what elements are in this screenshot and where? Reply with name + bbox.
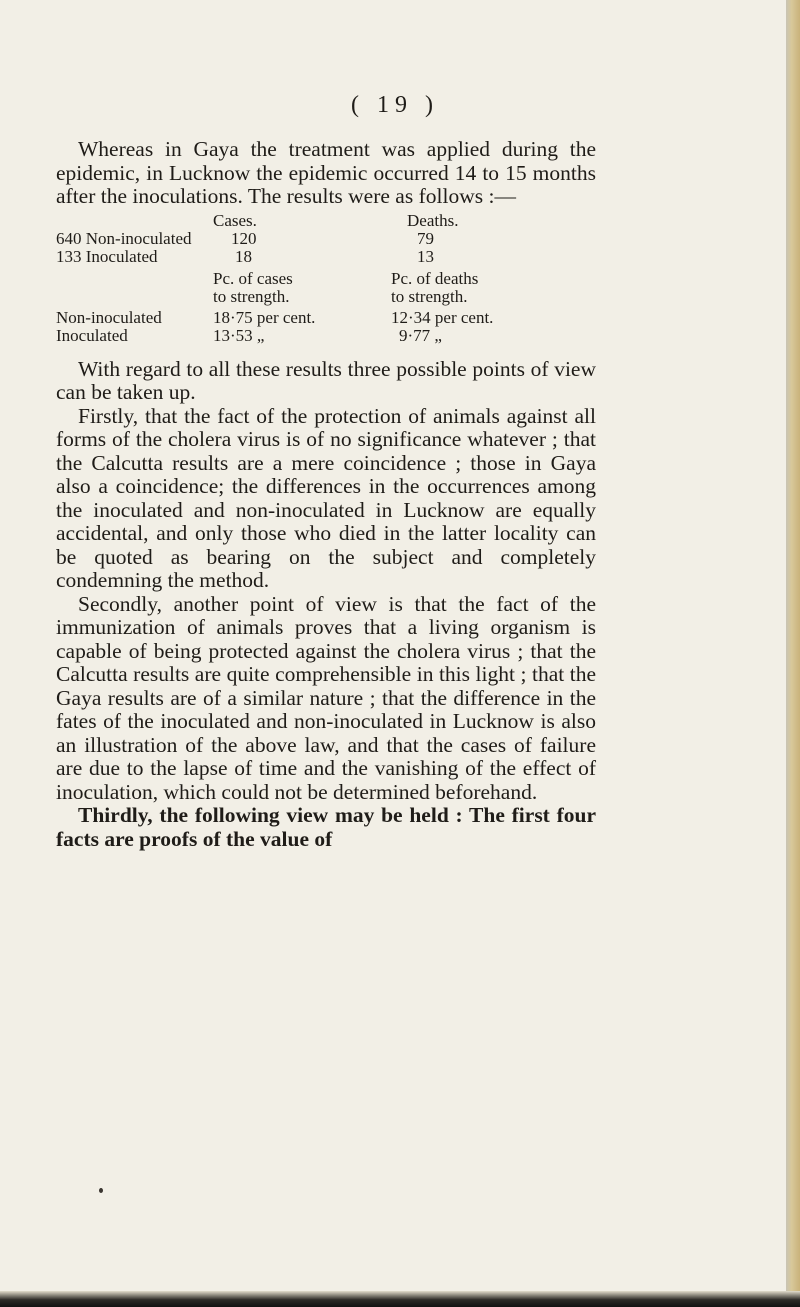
row-deaths: 13: [417, 246, 434, 266]
body-paragraph-4: Thirdly, the following view may be held : The first four facts are proofs of the value of: [56, 803, 596, 851]
page-number: ( 19 ): [351, 92, 439, 118]
header-cases: Cases.: [213, 210, 257, 230]
pc-row-deaths: 12·34 per cent.: [391, 307, 494, 327]
body-paragraph-3: Secondly, another point of view is that the fact of the immunization of animals proves that a living organism is capable of being protected against the cholera virus ; that the Calcutta results are quite comprehensible in this light ; that the Gaya results are of a similar nature ; that the difference in the fates of the inoculated and non-inoculated in Lucknow is also an illustration of the above law, and that the cases of failure are due to the lapse of time and the vanishing of the effect of inoculation, which could not be determined beforehand.: [56, 591, 596, 804]
subheader-cases-line2: to strength.: [213, 286, 290, 306]
subheader-cases-line1: Pc. of cases: [213, 268, 293, 288]
row-cases: 18: [235, 246, 252, 266]
header-deaths: Deaths.: [407, 210, 459, 230]
row-label: 133 Inoculated: [56, 246, 158, 266]
results-table: [56, 210, 596, 358]
pc-row-cases: 18·75 per cent.: [213, 307, 316, 327]
body-paragraph-1: With regard to all these results three possible points of view can be taken up.: [56, 356, 596, 404]
page-edge-right: [786, 0, 800, 1307]
subheader-deaths-line1: Pc. of deaths: [391, 268, 479, 288]
row-cases: 120: [231, 228, 257, 248]
row-label: 640 Non-inoculated: [56, 228, 192, 248]
row-deaths: 79: [417, 228, 434, 248]
page-body: [56, 138, 596, 851]
pc-row-label: Inoculated: [56, 325, 128, 345]
subheader-deaths-line2: to strength.: [391, 286, 468, 306]
ink-speck: [99, 1188, 103, 1193]
pc-row-deaths: 9·77 „: [399, 325, 442, 345]
pc-row-cases: 13·53 „: [213, 325, 265, 345]
pc-row-label: Non-inoculated: [56, 307, 162, 327]
intro-paragraph: Whereas in Gaya the treatment was applied during the epidemic, in Lucknow the epidemic occurred 14 to 15 months after the inoculations. The results were as follows :—: [56, 137, 596, 208]
body-paragraph-2: Firstly, that the fact of the protection of animals against all forms of the cholera virus is of no significance whatever ; that the Calcutta results are a mere coincidence ; those in Gaya also a coincidence; the differences in the occurrences among the inoculated and non-inoculated in Lucknow are equally accidental, and only those who died in the latter locality can be quoted as bearing on the subject and completely condemning the method.: [56, 403, 596, 592]
page-edge-bottom: [0, 1291, 800, 1307]
